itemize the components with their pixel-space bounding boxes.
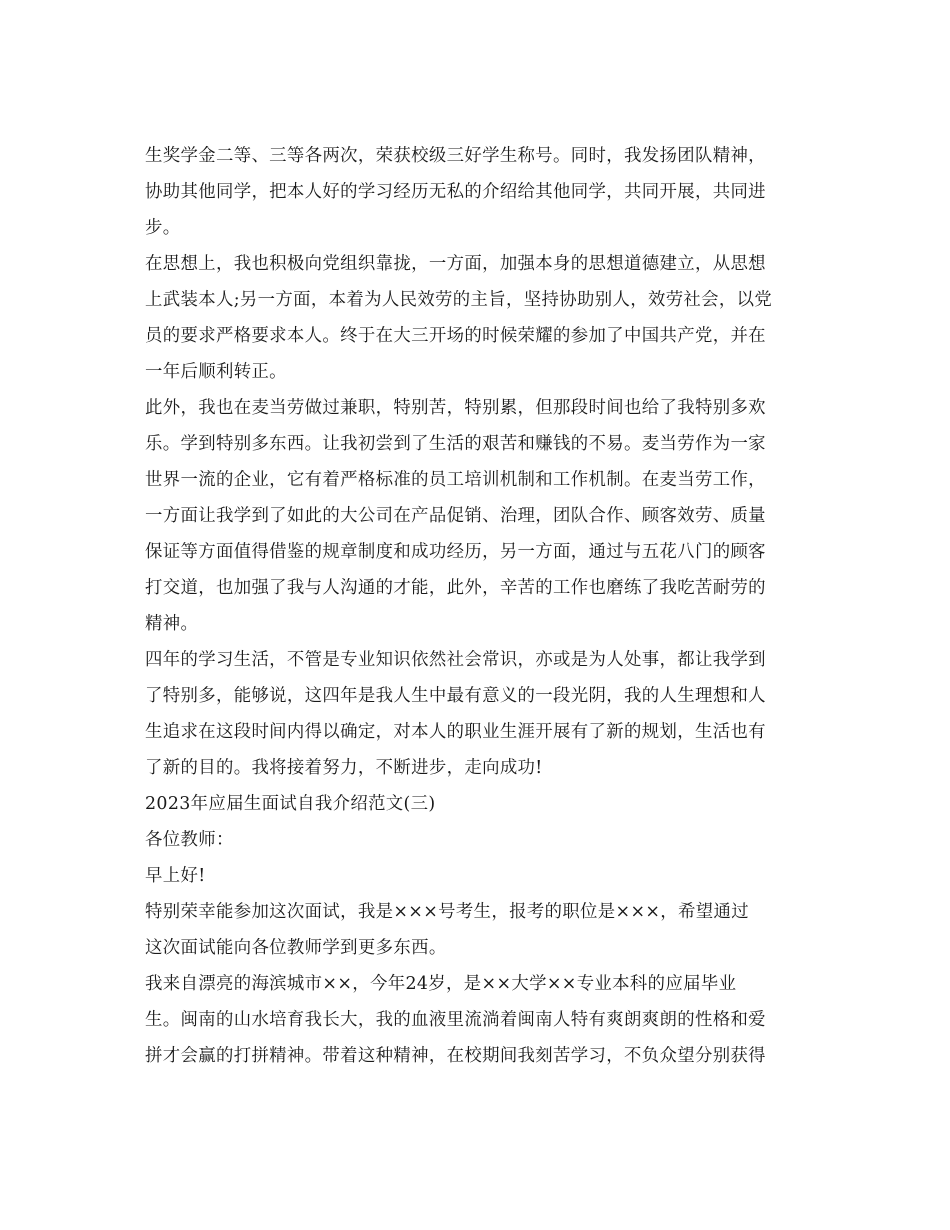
text-line: 生追求在这段时间内得以确定，对本人的职业生涯开展有了新的规划，生活也有 <box>145 722 766 742</box>
text-line: 保证等方面值得借鉴的规章制度和成功经历，另一方面，通过与五花八门的顾客 <box>145 542 766 562</box>
text-line: 世界一流的企业，它有着严格标准的员工培训机制和工作机制。在麦当劳工作， <box>145 470 766 490</box>
text-line: 生。闽南的山水培育我长大，我的血液里流淌着闽南人特有爽朗爽朗的性格和爱 <box>145 1010 766 1030</box>
salutation: 各位教师： <box>145 830 234 850</box>
text-line: 拼才会赢的打拼精神。带着这种精神，在校期间我刻苦学习，不负众望分别获得 <box>145 1046 766 1066</box>
text-line: 特别荣幸能参加这次面试，我是×××号考生，报考的职位是×××，希望通过 <box>145 902 750 922</box>
text-line: 一方面让我学到了如此的大公司在产品促销、治理，团队合作、顾客效劳、质量 <box>145 506 766 526</box>
text-line: 四年的学习生活，不管是专业知识依然社会常识，亦或是为人处事，都让我学到 <box>145 650 766 670</box>
document-body <box>145 138 810 1074</box>
text-line: 员的要求严格要求本人。终于在大三开场的时候荣耀的参加了中国共产党，并在 <box>145 326 766 346</box>
text-line: 协助其他同学，把本人好的学习经历无私的介绍给其他同学，共同开展，共同进 <box>145 182 766 202</box>
text-line: 此外，我也在麦当劳做过兼职，特别苦，特别累，但那段时间也给了我特别多欢 <box>145 398 766 418</box>
text-line: 在思想上，我也积极向党组织靠拢，一方面，加强本身的思想道德建立，从思想 <box>145 254 766 274</box>
text-line: 这次面试能向各位教师学到更多东西。 <box>145 938 447 958</box>
text-line: 打交道，也加强了我与人沟通的才能，此外，辛苦的工作也磨练了我吃苦耐劳的 <box>145 578 766 598</box>
text-line: 了新的目的。我将接着努力，不断进步，走向成功! <box>145 758 543 778</box>
text-line: 生奖学金二等、三等各两次，荣获校级三好学生称号。同时，我发扬团队精神， <box>145 146 766 166</box>
text-line: 了特别多，能够说，这四年是我人生中最有意义的一段光阴，我的人生理想和人 <box>145 686 766 706</box>
text-line: 精神。 <box>145 614 199 634</box>
text-line: 一年后顺利转正。 <box>145 362 287 382</box>
text-line: 我来自漂亮的海滨城市××，今年24岁，是××大学××专业本科的应届毕业 <box>145 974 737 994</box>
text-line: 乐。学到特别多东西。让我初尝到了生活的艰苦和赚钱的不易。麦当劳作为一家 <box>145 434 766 454</box>
section-heading: 2023年应届生面试自我介绍范文(三) <box>145 794 436 814</box>
text-line: 上武装本人;另一方面，本着为人民效劳的主旨，坚持协助别人，效劳社会，以党 <box>145 290 773 310</box>
greeting: 早上好! <box>145 866 206 886</box>
text-line: 步。 <box>145 218 181 238</box>
